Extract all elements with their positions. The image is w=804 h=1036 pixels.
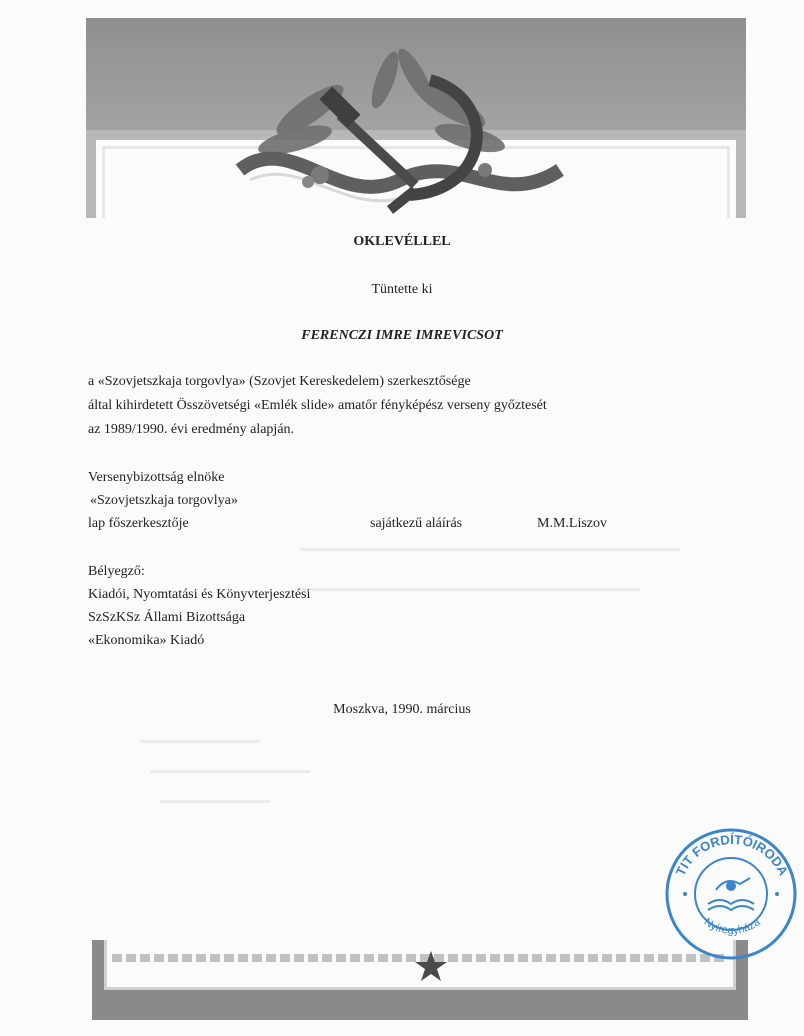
awarded-label: Tüntette ki (371, 282, 433, 297)
body-line: által kihirdetett Összövetségi «Emlék slide» amatőr fényképész verseny győztesét (88, 398, 547, 413)
star-icon (414, 950, 448, 982)
svg-text:Nyíregyháza (702, 916, 764, 937)
show-through-mark (150, 770, 310, 773)
stamp-line: SzSzKSz Állami Bizottsága (88, 610, 246, 625)
body-line: az 1989/1990. évi eredmény alapján. (88, 422, 295, 437)
show-through-mark (160, 800, 270, 803)
svg-text:TIT FORDÍTÓIRODA (673, 832, 792, 879)
recipient-name: FERENCZI IMRE IMREVICSOT (301, 328, 503, 343)
stamp-line: «Ekonomika» Kiadó (88, 633, 205, 648)
document-title: OKLEVÉLLEL (353, 234, 451, 249)
stamp-label: Bélyegző: (88, 564, 145, 579)
show-through-mark (300, 548, 680, 551)
stamp-line: Kiadói, Nyomtatási és Könyvterjesztési (88, 587, 311, 602)
signer-publication: «Szovjetszkaja torgovlya» (90, 493, 238, 508)
stamp-emblem-icon (708, 878, 754, 910)
hammer-sickle-emblem-icon (200, 20, 600, 220)
translation-office-stamp (660, 820, 802, 962)
stamp-bottom-text: Nyíregyháza (701, 916, 763, 937)
signature-note: sajátkezű aláírás (370, 516, 463, 531)
signer-name: M.M.Liszov (537, 516, 607, 531)
show-through-mark (300, 588, 640, 591)
show-through-mark (140, 740, 260, 743)
signer-role: lap főszerkesztője (88, 516, 189, 531)
signer-title: Versenybizottság elnöke (88, 470, 225, 485)
body-line: a «Szovjetszkaja torgovlya» (Szovjet Kereskedelem) szerkesztősége (88, 374, 471, 389)
place-date: Moszkva, 1990. március (333, 702, 471, 717)
stamp-top-text: TIT FORDÍTÓIRODA (672, 831, 792, 879)
